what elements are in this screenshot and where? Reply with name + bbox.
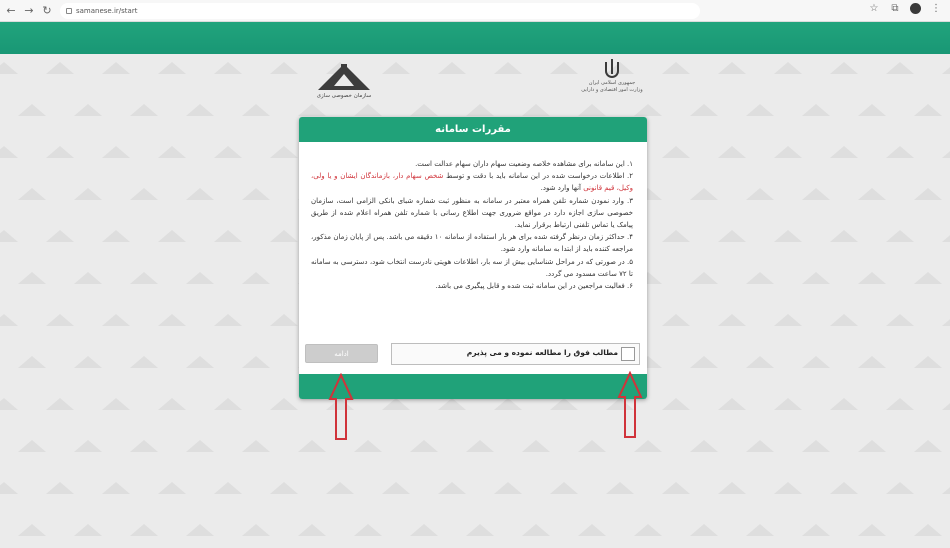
pattern-tile bbox=[214, 230, 242, 242]
ministry-line-2: وزارت امور اقتصادی و دارایی bbox=[581, 87, 643, 93]
pattern-tile bbox=[802, 188, 830, 200]
pattern-tile bbox=[662, 62, 690, 74]
pattern-tile bbox=[914, 272, 942, 284]
pattern-tile bbox=[494, 62, 522, 74]
pattern-tile bbox=[774, 398, 802, 410]
pattern-tile bbox=[858, 524, 886, 536]
pattern-tile bbox=[46, 398, 74, 410]
pattern-tile bbox=[298, 524, 326, 536]
pattern-tile bbox=[130, 356, 158, 368]
pattern-tile bbox=[158, 314, 186, 326]
pattern-tile bbox=[186, 104, 214, 116]
pattern-tile bbox=[774, 62, 802, 74]
annotation-arrow-up-icon bbox=[617, 371, 643, 439]
pattern-tile bbox=[46, 482, 74, 494]
pattern-tile bbox=[298, 440, 326, 452]
pattern-tile bbox=[102, 62, 130, 74]
pattern-tile bbox=[242, 188, 270, 200]
pattern-tile bbox=[886, 62, 914, 74]
pattern-tile bbox=[74, 524, 102, 536]
pattern-tile bbox=[718, 314, 746, 326]
pattern-tile bbox=[466, 524, 494, 536]
pattern-tile bbox=[18, 188, 46, 200]
pattern-tile bbox=[802, 356, 830, 368]
extension-icon[interactable]: ⧉ bbox=[891, 3, 899, 14]
pattern-tile bbox=[746, 356, 774, 368]
pattern-tile bbox=[130, 272, 158, 284]
pattern-tile bbox=[774, 482, 802, 494]
pattern-tile bbox=[662, 314, 690, 326]
pattern-tile bbox=[746, 104, 774, 116]
pattern-tile bbox=[886, 314, 914, 326]
pattern-tile bbox=[46, 230, 74, 242]
pattern-tile bbox=[634, 440, 662, 452]
pattern-tile bbox=[718, 230, 746, 242]
pattern-tile bbox=[830, 482, 858, 494]
pattern-tile bbox=[270, 482, 298, 494]
rule-4: ۴. حداکثر زمان درنظر گرفته شده برای هر بار استفاده از سامانه ۱۰ دقیقه می باشد. پس از پایان زمان مذکور، مراجعه کننده باید از ابتدا به سامانه وارد شود. bbox=[311, 233, 633, 254]
pattern-tile bbox=[18, 104, 46, 116]
pattern-tile bbox=[18, 272, 46, 284]
pattern-tile bbox=[634, 104, 662, 116]
pattern-tile bbox=[886, 230, 914, 242]
rule-2 bbox=[311, 170, 633, 194]
pattern-tile bbox=[438, 62, 466, 74]
pattern-tile bbox=[914, 188, 942, 200]
pattern-tile bbox=[522, 524, 550, 536]
pattern-tile bbox=[858, 356, 886, 368]
pattern-tile bbox=[74, 104, 102, 116]
profile-avatar-icon[interactable] bbox=[910, 3, 921, 14]
pattern-tile bbox=[858, 104, 886, 116]
pattern-tile bbox=[746, 440, 774, 452]
pattern-tile bbox=[102, 398, 130, 410]
pattern-tile bbox=[186, 524, 214, 536]
pattern-tile bbox=[74, 440, 102, 452]
pattern-tile bbox=[718, 62, 746, 74]
pattern-tile bbox=[550, 398, 578, 410]
menu-dots-icon[interactable]: ⋮ bbox=[931, 3, 941, 14]
rules-dialog bbox=[299, 117, 647, 399]
pattern-tile bbox=[186, 188, 214, 200]
pattern-tile bbox=[0, 314, 18, 326]
accept-terms-label: مطالب فوق را مطالعه نموده و می پذیرم bbox=[466, 348, 618, 357]
pattern-tile bbox=[46, 62, 74, 74]
pattern-tile bbox=[130, 188, 158, 200]
site-header-band bbox=[0, 22, 950, 54]
pattern-tile bbox=[186, 272, 214, 284]
pattern-tile bbox=[858, 272, 886, 284]
annotation-arrow-up-icon bbox=[328, 373, 354, 441]
rules-text bbox=[299, 142, 647, 292]
address-bar[interactable] bbox=[60, 3, 700, 19]
pattern-tile bbox=[0, 62, 18, 74]
pattern-tile bbox=[438, 482, 466, 494]
pattern-tile bbox=[914, 104, 942, 116]
pattern-tile bbox=[886, 398, 914, 410]
pattern-tile bbox=[802, 524, 830, 536]
pattern-tile bbox=[298, 104, 326, 116]
pattern-tile bbox=[494, 398, 522, 410]
pattern-tile bbox=[802, 272, 830, 284]
accept-terms-field[interactable] bbox=[391, 343, 640, 365]
pattern-tile bbox=[858, 188, 886, 200]
pattern-tile bbox=[774, 230, 802, 242]
pattern-tile bbox=[802, 104, 830, 116]
pattern-tile bbox=[102, 482, 130, 494]
pattern-tile bbox=[830, 230, 858, 242]
dialog-title: مقررات سامانه bbox=[435, 124, 511, 135]
pattern-tile bbox=[382, 482, 410, 494]
privatization-logo bbox=[312, 62, 376, 99]
pattern-tile bbox=[690, 188, 718, 200]
pattern-tile bbox=[690, 356, 718, 368]
pattern-tile bbox=[186, 440, 214, 452]
privatization-emblem-icon bbox=[316, 62, 372, 92]
pattern-tile bbox=[802, 440, 830, 452]
pattern-tile bbox=[354, 440, 382, 452]
pattern-tile bbox=[942, 398, 950, 410]
pattern-tile bbox=[410, 440, 438, 452]
rule-2-text-a: ۲. اطلاعات درخواست شده در این سامانه باید با دقت و توسط bbox=[443, 172, 633, 181]
pattern-tile bbox=[858, 440, 886, 452]
pattern-tile bbox=[774, 146, 802, 158]
pattern-tile bbox=[102, 146, 130, 158]
ministry-logo bbox=[573, 62, 651, 94]
pattern-tile bbox=[242, 272, 270, 284]
pattern-tile bbox=[18, 356, 46, 368]
pattern-tile bbox=[942, 146, 950, 158]
rule-1: ۱. این سامانه برای مشاهده خلاصه وضعیت سهام داران سهام عدالت است. bbox=[415, 160, 633, 168]
ministry-line-1: جمهوری اسلامی ایران bbox=[588, 80, 636, 86]
pattern-tile bbox=[662, 482, 690, 494]
pattern-tile bbox=[466, 440, 494, 452]
pattern-tile bbox=[410, 104, 438, 116]
pattern-tile bbox=[214, 62, 242, 74]
pattern-tile bbox=[18, 440, 46, 452]
pattern-tile bbox=[662, 230, 690, 242]
pattern-tile bbox=[270, 314, 298, 326]
rule-2-text-b: آنها وارد شود. bbox=[540, 184, 584, 193]
pattern-tile bbox=[74, 272, 102, 284]
back-icon[interactable]: ← bbox=[6, 4, 16, 17]
pattern-tile bbox=[270, 230, 298, 242]
pattern-tile bbox=[102, 314, 130, 326]
pattern-tile bbox=[74, 356, 102, 368]
star-icon[interactable]: ☆ bbox=[869, 3, 879, 14]
pattern-tile bbox=[214, 482, 242, 494]
pattern-tile bbox=[158, 230, 186, 242]
pattern-tile bbox=[662, 398, 690, 410]
pattern-tile bbox=[74, 188, 102, 200]
pattern-tile bbox=[886, 146, 914, 158]
pattern-tile bbox=[718, 398, 746, 410]
rule-2-highlight: شخص سهام دار، بازماندگان ایشان و یا ولی، وکیل، قیم قانونی bbox=[311, 172, 633, 193]
reload-icon[interactable]: ↻ bbox=[42, 4, 52, 17]
pattern-tile bbox=[382, 62, 410, 74]
pattern-tile bbox=[270, 146, 298, 158]
pattern-tile bbox=[242, 104, 270, 116]
pattern-tile bbox=[662, 146, 690, 158]
pattern-tile bbox=[830, 146, 858, 158]
pattern-tile bbox=[242, 440, 270, 452]
pattern-tile bbox=[746, 188, 774, 200]
pattern-tile bbox=[914, 440, 942, 452]
pattern-tile bbox=[690, 272, 718, 284]
pattern-tile bbox=[18, 524, 46, 536]
pattern-tile bbox=[130, 104, 158, 116]
pattern-tile bbox=[130, 524, 158, 536]
pattern-tile bbox=[522, 104, 550, 116]
pattern-tile bbox=[578, 440, 606, 452]
pattern-tile bbox=[438, 398, 466, 410]
pattern-tile bbox=[214, 398, 242, 410]
pattern-tile bbox=[0, 230, 18, 242]
pattern-tile bbox=[0, 482, 18, 494]
forward-icon[interactable]: → bbox=[24, 4, 34, 17]
pattern-tile bbox=[942, 230, 950, 242]
pattern-tile bbox=[494, 482, 522, 494]
iran-emblem-icon bbox=[605, 62, 619, 78]
pattern-tile bbox=[466, 104, 494, 116]
pattern-tile bbox=[158, 146, 186, 158]
pattern-tile bbox=[914, 356, 942, 368]
pattern-tile bbox=[46, 146, 74, 158]
pattern-tile bbox=[690, 104, 718, 116]
pattern-tile bbox=[718, 146, 746, 158]
pattern-tile bbox=[158, 482, 186, 494]
pattern-tile bbox=[354, 104, 382, 116]
pattern-tile bbox=[0, 398, 18, 410]
pattern-tile bbox=[382, 398, 410, 410]
pattern-tile bbox=[214, 314, 242, 326]
pattern-tile bbox=[830, 62, 858, 74]
rule-3: ۳. وارد نمودن شماره تلفن همراه معتبر در سامانه به منظور ثبت شماره شبای بانکی الزامی است، سازمان خصوصی سازی اجازه دارد در مواقع ضروری جهت اطلاع رسانی با شماره تلفن همراه اعلام شده از طریق پیامک یا تماس تلفنی ارتباط برقرار نماید. bbox=[311, 196, 633, 230]
pattern-tile bbox=[242, 356, 270, 368]
pattern-tile bbox=[914, 524, 942, 536]
pattern-tile bbox=[718, 482, 746, 494]
pattern-tile bbox=[746, 524, 774, 536]
pattern-tile bbox=[354, 524, 382, 536]
rule-6: ۶. فعالیت مراجعین در این سامانه ثبت شده و قابل پیگیری می باشد. bbox=[435, 282, 633, 291]
pattern-tile bbox=[634, 524, 662, 536]
pattern-tile bbox=[0, 146, 18, 158]
pattern-tile bbox=[46, 314, 74, 326]
address-url: samanese.ir/start bbox=[76, 6, 138, 15]
pattern-tile bbox=[830, 398, 858, 410]
pattern-tile bbox=[158, 62, 186, 74]
pattern-tile bbox=[886, 482, 914, 494]
pattern-tile bbox=[830, 314, 858, 326]
rule-5: ۵. در صورتی که در مراحل شناسایی بیش از سه بار، اطلاعات هویتی نادرست انتخاب شود، دسترسی به سامانه تا ۷۲ ساعت مسدود می گردد. bbox=[311, 257, 633, 278]
pattern-tile bbox=[690, 524, 718, 536]
pattern-tile bbox=[270, 398, 298, 410]
dialog-header bbox=[299, 117, 647, 142]
pattern-tile bbox=[186, 356, 214, 368]
pattern-tile bbox=[410, 524, 438, 536]
pattern-tile bbox=[242, 524, 270, 536]
pattern-tile bbox=[774, 314, 802, 326]
pattern-tile bbox=[270, 62, 298, 74]
pattern-tile bbox=[158, 398, 186, 410]
continue-button[interactable]: ادامه bbox=[305, 344, 378, 363]
pattern-tile bbox=[942, 62, 950, 74]
pattern-tile bbox=[942, 482, 950, 494]
pattern-tile bbox=[578, 104, 606, 116]
pattern-tile bbox=[522, 440, 550, 452]
pattern-tile bbox=[690, 440, 718, 452]
browser-toolbar bbox=[0, 0, 950, 22]
pattern-tile bbox=[942, 314, 950, 326]
pattern-tile bbox=[578, 524, 606, 536]
pattern-tile bbox=[102, 230, 130, 242]
privatization-org-name: سازمان خصوصی سازی bbox=[316, 93, 372, 99]
accept-terms-checkbox[interactable] bbox=[621, 347, 635, 361]
pattern-tile bbox=[746, 272, 774, 284]
pattern-tile bbox=[214, 146, 242, 158]
pattern-tile bbox=[550, 482, 578, 494]
lock-icon bbox=[66, 8, 72, 14]
pattern-tile bbox=[326, 482, 354, 494]
pattern-tile bbox=[130, 440, 158, 452]
pattern-tile bbox=[606, 482, 634, 494]
